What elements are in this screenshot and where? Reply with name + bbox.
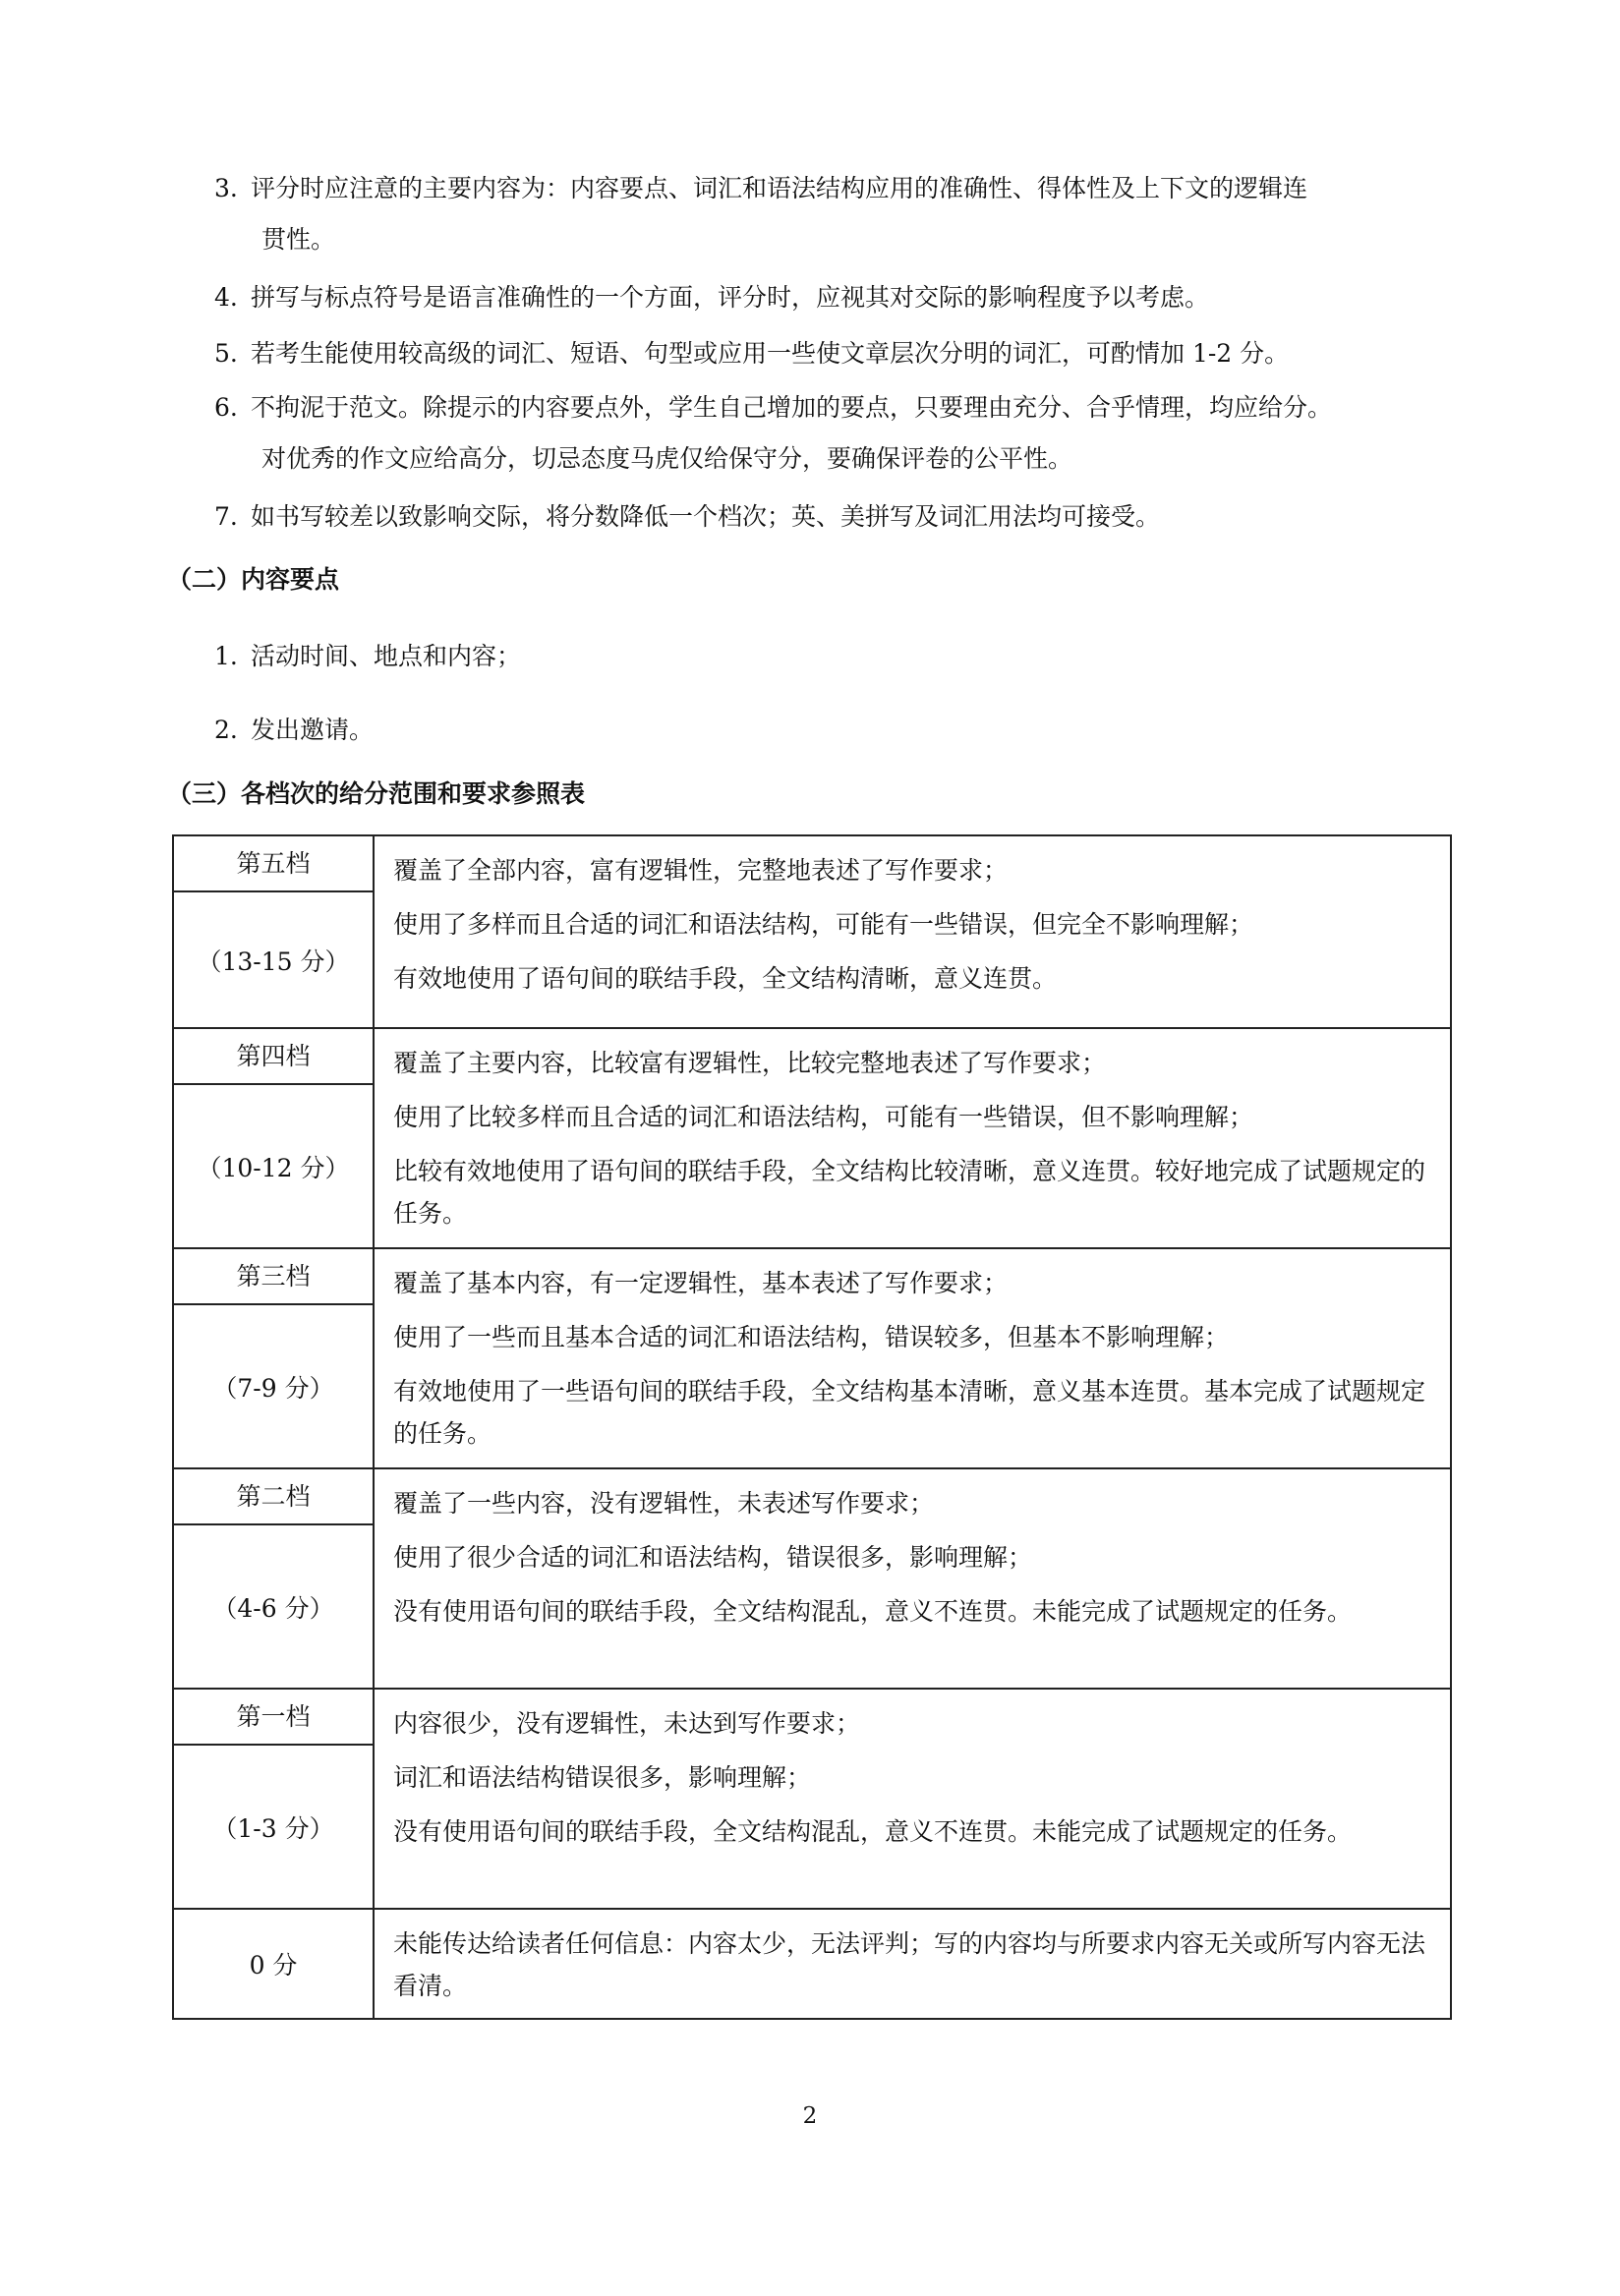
content-point-1 — [214, 637, 521, 676]
grading-table — [172, 834, 1452, 2020]
requirement-text: 覆盖了基本内容，有一定逻辑性，基本表述了写作要求； — [393, 1269, 1009, 1297]
band-label-cell — [174, 1910, 375, 2018]
point-text: 发出邀请。 — [251, 716, 375, 744]
rule-number: 7. — [214, 502, 238, 531]
band-requirements — [375, 1249, 1450, 1466]
table-row — [174, 1908, 1450, 2018]
rule-text: 如书写较差以致影响交际，将分数降低一个档次；英、美拼写及词汇用法均可接受。 — [251, 502, 1161, 531]
band-range: 0 分 — [249, 1951, 298, 1980]
table-row — [174, 1247, 1450, 1467]
band-requirements — [375, 1029, 1450, 1246]
band-range: （13-15 分） — [197, 947, 350, 976]
requirement-text: 覆盖了全部内容，富有逻辑性，完整地表述了写作要求； — [393, 856, 1009, 885]
section-heading-grading-table: （三）各档次的给分范围和要求参照表 — [167, 779, 586, 808]
rule-number: 3. — [214, 174, 238, 202]
requirement-text: 使用了比较多样而且合适的词汇和语法结构，可能有一些错误，但不影响理解； — [393, 1103, 1254, 1131]
band-requirements — [375, 1690, 1450, 1865]
band-label-cell — [174, 836, 375, 1027]
band-level: 第二档 — [174, 1469, 373, 1525]
requirement-text: 比较有效地使用了语句间的联结手段，全文结构比较清晰，意义连贯。较好地完成了试题规定的任务。 — [393, 1157, 1426, 1228]
band-range: （4-6 分） — [212, 1593, 334, 1623]
requirement-text: 没有使用语句间的联结手段，全文结构混乱，意义不连贯。未能完成了试题规定的任务。 — [393, 1817, 1353, 1846]
rule-number: 6. — [214, 393, 238, 422]
rule-text-continued: 对优秀的作文应给高分，切忌态度马虎仅给保守分，要确保评卷的公平性。 — [261, 444, 1073, 473]
table-row — [174, 1688, 1450, 1908]
requirement-text: 未能传达给读者任何信息：内容太少，无法评判；写的内容均与所要求内容无关或所写内容无法看清。 — [393, 1929, 1426, 2000]
rule-text: 若考生能使用较高级的词汇、短语、句型或应用一些使文章层次分明的词汇，可酌情加 1-2 分。 — [251, 339, 1290, 368]
band-level: 第四档 — [174, 1029, 373, 1085]
rule-text: 拼写与标点符号是语言准确性的一个方面，评分时，应视其对交际的影响程度予以考虑。 — [251, 283, 1210, 312]
requirement-text: 使用了很少合适的词汇和语法结构，错误很多，影响理解； — [393, 1543, 1033, 1572]
band-label-cell — [174, 1249, 375, 1467]
requirement-text: 有效地使用了语句间的联结手段，全文结构清晰，意义连贯。 — [393, 964, 1058, 993]
point-number: 2. — [214, 716, 238, 744]
band-level: 第三档 — [174, 1249, 373, 1305]
band-range: （1-3 分） — [212, 1813, 334, 1843]
requirement-text: 覆盖了主要内容，比较富有逻辑性，比较完整地表述了写作要求； — [393, 1049, 1107, 1077]
point-text: 活动时间、地点和内容； — [251, 642, 522, 670]
band-range: （7-9 分） — [212, 1373, 334, 1403]
band-label-cell — [174, 1029, 375, 1247]
requirement-text: 没有使用语句间的联结手段，全文结构混乱，意义不连贯。未能完成了试题规定的任务。 — [393, 1597, 1353, 1626]
rule-text-continued: 贯性。 — [261, 225, 336, 254]
rule-text: 评分时应注意的主要内容为：内容要点、词汇和语法结构应用的准确性、得体性及上下文的逻辑连 — [251, 174, 1308, 202]
rule-number: 4. — [214, 283, 238, 312]
band-requirements — [375, 1469, 1450, 1644]
band-label-cell — [174, 1469, 375, 1688]
band-requirements — [375, 836, 1450, 1011]
requirement-text: 词汇和语法结构错误很多，影响理解； — [393, 1763, 812, 1792]
requirement-text: 使用了多样而且合适的词汇和语法结构，可能有一些错误，但完全不影响理解； — [393, 910, 1254, 939]
requirement-text: 有效地使用了一些语句间的联结手段，全文结构基本清晰，意义基本连贯。基本完成了试题规定的任务。 — [393, 1377, 1426, 1448]
band-label-cell — [174, 1690, 375, 1908]
section-heading-content-points: （二）内容要点 — [167, 565, 340, 594]
content-point-2 — [214, 711, 374, 750]
table-row — [174, 836, 1450, 1027]
band-requirements — [375, 1910, 1450, 2019]
requirement-text: 覆盖了一些内容，没有逻辑性，未表述写作要求； — [393, 1489, 935, 1518]
rule-number: 5. — [214, 339, 238, 368]
point-number: 1. — [214, 642, 238, 670]
requirement-text: 内容很少，没有逻辑性，未达到写作要求； — [393, 1709, 861, 1738]
page-number: 2 — [802, 2103, 818, 2129]
band-level: 第五档 — [174, 836, 373, 892]
table-row — [174, 1027, 1450, 1247]
table-row — [174, 1467, 1450, 1688]
band-range: （10-12 分） — [197, 1153, 350, 1182]
requirement-text: 使用了一些而且基本合适的词汇和语法结构，错误较多，但基本不影响理解； — [393, 1323, 1230, 1351]
rule-text: 不拘泥于范文。除提示的内容要点外，学生自己增加的要点，只要理由充分、合乎情理，均应给分。 — [251, 393, 1333, 422]
band-level: 第一档 — [174, 1690, 373, 1746]
